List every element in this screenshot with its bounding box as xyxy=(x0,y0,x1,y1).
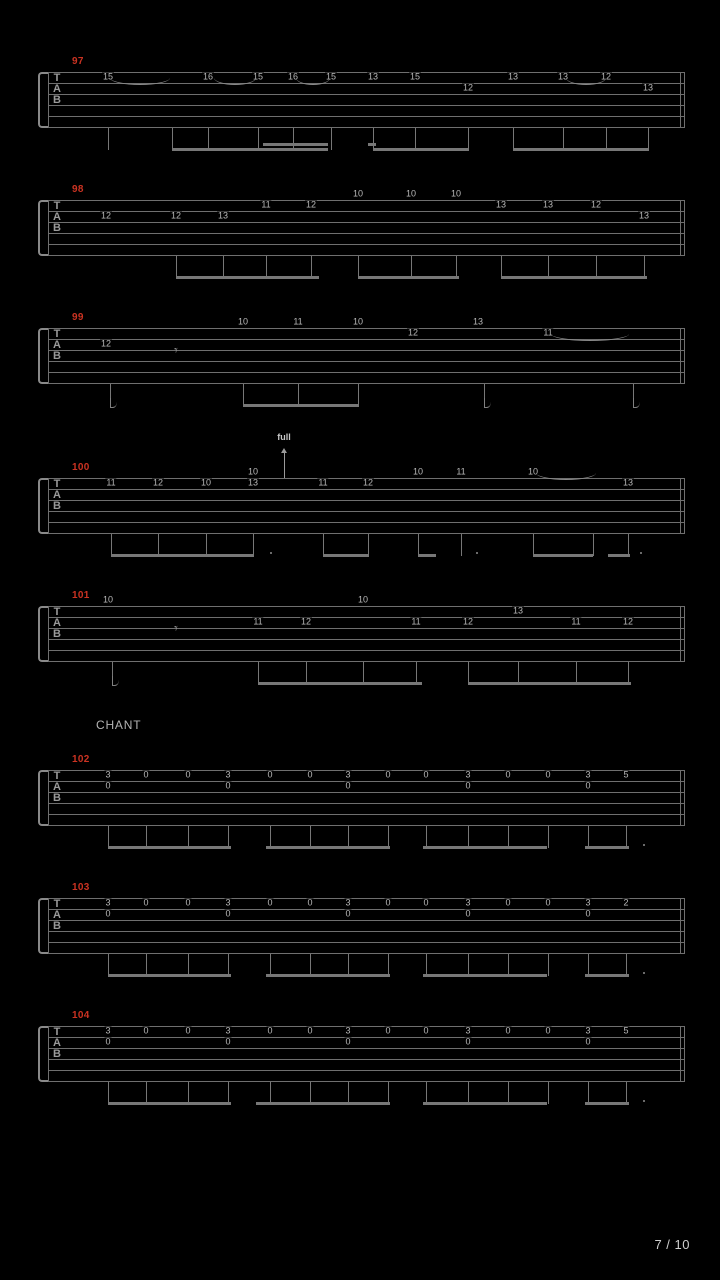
tab-note: 0 xyxy=(143,769,149,780)
tab-note: 10 xyxy=(200,477,212,488)
tab-note: 13 xyxy=(507,71,519,82)
tab-note: 13 xyxy=(512,605,524,616)
tab-note: 11 xyxy=(411,616,421,627)
measure-number: 103 xyxy=(72,882,90,893)
tab-note: 13 xyxy=(542,199,554,210)
measure-number: 104 xyxy=(72,1010,90,1021)
tab-note: 10 xyxy=(247,466,259,477)
tab-note: 0 xyxy=(423,1025,429,1036)
tab-note: 10 xyxy=(450,188,462,199)
tab-note: 3 xyxy=(585,769,591,780)
tab-note: 0 xyxy=(267,897,273,908)
tab-note: 13 xyxy=(217,210,229,221)
tab-note: 16 xyxy=(202,71,214,82)
tab-note: 0 xyxy=(267,769,273,780)
tab-note: 3 xyxy=(225,897,231,908)
measure-number: 98 xyxy=(72,184,84,195)
tab-staff xyxy=(48,770,684,826)
tab-note: 10 xyxy=(357,594,369,605)
tab-note: 12 xyxy=(362,477,374,488)
tab-note: 11 xyxy=(106,477,116,488)
tab-note: 0 xyxy=(143,897,149,908)
measure-number: 102 xyxy=(72,754,90,765)
tab-note: 13 xyxy=(557,71,569,82)
tab-note: 0 xyxy=(585,780,591,791)
tab-note: 0 xyxy=(185,1025,191,1036)
section-label-chant: CHANT xyxy=(96,718,142,732)
tab-note: 15 xyxy=(252,71,264,82)
tab-note: 5 xyxy=(623,769,629,780)
tab-note: 12 xyxy=(300,616,312,627)
tab-note: 13 xyxy=(622,477,634,488)
measure-number: 100 xyxy=(72,462,90,473)
tab-note: 3 xyxy=(465,1025,471,1036)
tab-note: 3 xyxy=(585,897,591,908)
staff-brace xyxy=(38,328,48,384)
tab-note: 13 xyxy=(495,199,507,210)
tab-note: 0 xyxy=(585,1036,591,1047)
tab-note: 0 xyxy=(185,769,191,780)
tab-note: 0 xyxy=(105,908,111,919)
tab-note: 10 xyxy=(352,188,364,199)
staff-brace xyxy=(38,478,48,534)
tab-note: 16 xyxy=(287,71,299,82)
tab-note: 3 xyxy=(105,897,111,908)
tab-note: 0 xyxy=(185,897,191,908)
tab-note: 0 xyxy=(545,1025,551,1036)
tab-note: 12 xyxy=(152,477,164,488)
tab-note: 0 xyxy=(585,908,591,919)
tab-note: 0 xyxy=(143,1025,149,1036)
tab-note: 0 xyxy=(423,897,429,908)
tab-note: 0 xyxy=(105,1036,111,1047)
tab-note: 0 xyxy=(505,897,511,908)
tab-note: 0 xyxy=(505,769,511,780)
tab-clef: T A B xyxy=(53,770,61,804)
tab-clef: T A B xyxy=(53,1026,61,1060)
tab-note: 3 xyxy=(345,1025,351,1036)
measure-number: 97 xyxy=(72,56,84,67)
tab-clef: T A B xyxy=(53,478,61,512)
measure-number: 99 xyxy=(72,312,84,323)
tab-note: 3 xyxy=(225,1025,231,1036)
measure-number: 101 xyxy=(72,590,90,601)
tab-note: 12 xyxy=(305,199,317,210)
tab-note: 0 xyxy=(465,1036,471,1047)
tab-note: 2 xyxy=(623,897,629,908)
tab-note: 3 xyxy=(465,897,471,908)
tab-note: 0 xyxy=(307,769,313,780)
staff-brace xyxy=(38,200,48,256)
tab-note: 3 xyxy=(225,769,231,780)
tab-note: 0 xyxy=(385,1025,391,1036)
tab-note: 11 xyxy=(456,466,466,477)
tab-note: 13 xyxy=(367,71,379,82)
tab-note: 13 xyxy=(247,477,259,488)
tab-note: 10 xyxy=(412,466,424,477)
staff-brace xyxy=(38,1026,48,1082)
tab-note: 0 xyxy=(465,780,471,791)
tab-note: 3 xyxy=(345,897,351,908)
tab-staff xyxy=(48,72,684,128)
tab-note: 0 xyxy=(105,780,111,791)
tab-note: 0 xyxy=(307,1025,313,1036)
eighth-rest: 𝄾 xyxy=(174,342,178,358)
tab-note: 11 xyxy=(253,616,263,627)
tab-note: 0 xyxy=(465,908,471,919)
tab-note: 12 xyxy=(462,82,474,93)
tab-note: 15 xyxy=(409,71,421,82)
tab-note: 0 xyxy=(385,897,391,908)
tab-note: 13 xyxy=(472,316,484,327)
tab-note: 13 xyxy=(642,82,654,93)
tab-note: 0 xyxy=(545,769,551,780)
tab-clef: T A B xyxy=(53,328,61,362)
tab-note: 11 xyxy=(318,477,328,488)
tab-note: 11 xyxy=(543,327,553,338)
tab-staff xyxy=(48,1026,684,1082)
tab-note: 0 xyxy=(345,908,351,919)
tab-note: 12 xyxy=(407,327,419,338)
tab-note: 0 xyxy=(225,908,231,919)
staff-brace xyxy=(38,770,48,826)
tab-note: 0 xyxy=(225,780,231,791)
tab-note: 5 xyxy=(623,1025,629,1036)
tab-note: 10 xyxy=(237,316,249,327)
bend-label: full xyxy=(277,432,291,442)
tab-clef: T A B xyxy=(53,898,61,932)
tab-note: 12 xyxy=(600,71,612,82)
tab-note: 13 xyxy=(638,210,650,221)
tab-note: 11 xyxy=(261,199,271,210)
tab-note: 0 xyxy=(345,780,351,791)
tab-note: 12 xyxy=(622,616,634,627)
tab-clef: T A B xyxy=(53,200,61,234)
tab-note: 10 xyxy=(527,466,539,477)
staff-brace xyxy=(38,606,48,662)
tab-note: 0 xyxy=(267,1025,273,1036)
tab-note: 3 xyxy=(105,1025,111,1036)
bend-arrow-head xyxy=(281,448,287,453)
tab-note: 12 xyxy=(590,199,602,210)
tab-note: 3 xyxy=(105,769,111,780)
tab-note: 10 xyxy=(352,316,364,327)
staff-brace xyxy=(38,898,48,954)
tab-note: 12 xyxy=(170,210,182,221)
tab-note: 0 xyxy=(307,897,313,908)
tab-note: 11 xyxy=(293,316,303,327)
tab-staff xyxy=(48,594,684,662)
page-number: 7 / 10 xyxy=(654,1237,690,1252)
tab-note: 12 xyxy=(100,338,112,349)
tab-note: 0 xyxy=(545,897,551,908)
tab-note: 3 xyxy=(585,1025,591,1036)
tab-note: 0 xyxy=(225,1036,231,1047)
tab-note: 3 xyxy=(465,769,471,780)
tab-note: 15 xyxy=(102,71,114,82)
tab-staff xyxy=(48,898,684,954)
tab-note: 15 xyxy=(325,71,337,82)
staff-brace xyxy=(38,72,48,128)
tab-note: 10 xyxy=(102,594,114,605)
tab-note: 0 xyxy=(345,1036,351,1047)
eighth-rest: 𝄾 xyxy=(174,620,178,636)
tab-note: 12 xyxy=(100,210,112,221)
tab-note: 3 xyxy=(345,769,351,780)
tab-clef: T A B xyxy=(53,72,61,106)
tab-note: 0 xyxy=(385,769,391,780)
tab-note: 0 xyxy=(423,769,429,780)
tab-note: 0 xyxy=(505,1025,511,1036)
tab-clef: T A B xyxy=(53,606,61,640)
tab-note: 11 xyxy=(571,616,581,627)
bend-arrow-line xyxy=(284,450,285,478)
tab-note: 12 xyxy=(462,616,474,627)
tab-note: 10 xyxy=(405,188,417,199)
